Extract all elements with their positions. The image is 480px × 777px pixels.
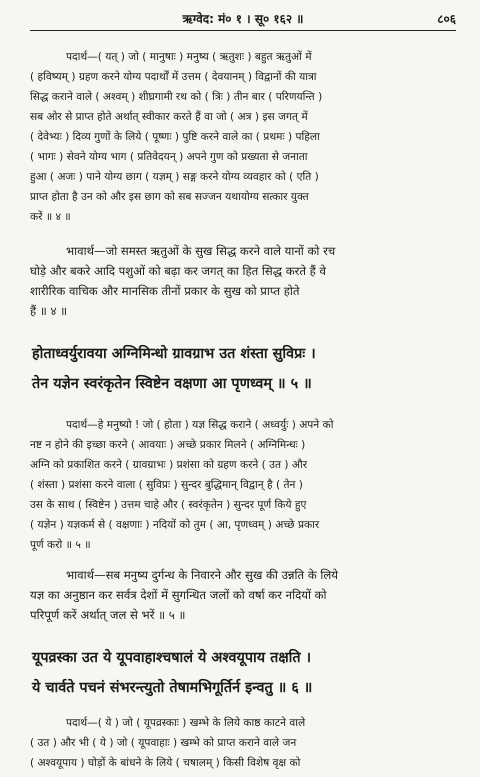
text-line: ( यज्ञेन ) यज्ञकर्म से ( वक्षणाः ) नदियों को तुम ( आ, पृणध्वम् ) अच्छे प्रकार [30,519,320,531]
text-line: उस के साथ ( स्विष्टेन ) उत्तम चाहे और ( स्वरंकृतेन ) सुन्दर पूर्ण किये हुए [30,499,307,511]
text-line: पूर्ण करो ॥ ५ ॥ [30,539,91,551]
bhavartha-block-5 [30,565,456,625]
mantra-line: ये चार्वते पचनं संभरन्त्युतो तेषामभिगूर्तिर्न इन्वतु ॥ ६ ॥ [32,679,313,696]
mantra-5 [30,339,456,399]
text-line: हैं ॥ ४ ॥ [30,304,68,318]
text-line: शारीरिक वाचिक और मानसिक तीनों प्रकार के सुख को प्राप्त होते [30,284,300,298]
text-line: ( शंस्ता ) प्रशंसा करने वाला ( सुविप्रः ) सुन्दर बुद्धिमान् विद्वान् है ( तेन ) [30,479,303,491]
page-number: ८०६ [437,12,456,26]
text-line: यज्ञ का अनुष्ठान कर सर्वत्र देशों में सुगन्धित जलों को वर्षा कर नदियों को [30,588,327,602]
text-line: परिपूर्ण करें अर्थात् जल से भरें ॥ ५ ॥ [30,608,186,622]
mantra-line: तेन यज्ञेन स्वरंकृतेन स्विष्टेन वक्षणा आ पृणध्वम् ॥ ५ ॥ [32,375,312,392]
padartha-block-5 [30,415,456,555]
text-line: भावार्थ—जो समस्त ऋतुओं के सुख सिद्ध करने वाले यानों को रच [66,244,336,258]
text-line: पदार्थ—( ये ) जो ( यूपव्रस्काः ) खम्भे के लिये काष्ठ काटने वाले [66,717,306,729]
text-line: सब ओर से प्राप्त होते अर्थात् स्वीकार करते हैं वा जो ( अत्र ) इस जगत् में [30,111,308,123]
text-line: घोड़े और बकरे आदि पशुओं को बढ़ा कर जगत् का हित सिद्ध करते हैं वे [30,264,326,278]
padartha-block-6 [30,713,456,773]
text-line: ( अश्वयूपाय ) घोड़ों के बांधने के लिये ( चषालम् ) किसी विशेष वृक्ष को [30,757,301,769]
text-line: सिद्ध कराने वाले ( अश्वम् ) शीघ्रगामी रथ को ( त्रिः ) तीन बार ( परिणयन्ति ) [30,91,323,103]
mantra-line: होताध्वर्युरावया अग्निमिन्धो ग्रावग्राभ उत शंस्ता सुविप्रः । [32,345,316,362]
text-line: नष्ट न होने की इच्छा करने ( आवयाः ) अच्छे प्रकार मिलने ( अग्निमिन्धः ) [30,439,306,451]
text-line: ( भागः ) सेवने योग्य भाग ( प्रतिवेदयन् ) अपने गुण को प्रख्यता से जनाता [30,151,308,163]
text-line: भावार्थ—सब मनुष्य दुर्गन्ध के निवारने और सुख की उन्नति के लिये [66,568,339,582]
text-line: हुआ ( अजः ) पाने योग्य छाग ( यज्ञम् ) सङ्ग करने योग्य व्यवहार को ( एति ) [30,171,319,183]
padartha-block-4 [30,47,456,227]
mantra-6 [30,643,456,703]
text-line: पदार्थ—( यत् ) जो ( मानुषाः ) मनुष्य ( ऋतुशः ) बहुत ऋतुओं में [66,51,312,63]
running-header [30,6,456,31]
text-line: ( देवेभ्यः ) दिव्य गुणों के लिये ( पूष्णः ) पुष्टि करने वाले का ( प्रथमः ) पहिला [30,131,320,143]
text-line: पदार्थ—हे मनुष्यो ! जो ( होता ) यज्ञ सिद्ध कराने ( अध्वर्युः ) अपने को [66,419,334,431]
text-line: ( हविष्यम् ) ग्रहण करने योग्य पदार्थों में उत्तम ( देवयानम् ) विद्वानों की यात्रा [30,71,317,83]
text-line: प्राप्त होता है उन को और इस छाग को सब सज्जन यथायोग्य सत्कार युक्त [30,191,309,203]
mantra-line: यूपव्रस्का उत ये यूपवाहाश्चषालं ये अश्वयूपाय तक्षति । [32,649,312,666]
running-title: ऋग्वेद: मं० १ । सू० १६२ ॥ [182,12,304,26]
text-line: अग्नि को प्रकाशित करने ( ग्रावग्राभः ) प्रशंसा को ग्रहण करने ( उत ) और [30,459,308,471]
text-line: करें ॥ ४ ॥ [30,211,71,223]
text-line: ( उत ) और भी ( ये ) जो ( यूपवाहाः ) खम्भे को प्राप्त कराने वाले जन [30,737,297,749]
bhavartha-block-4 [30,241,456,321]
